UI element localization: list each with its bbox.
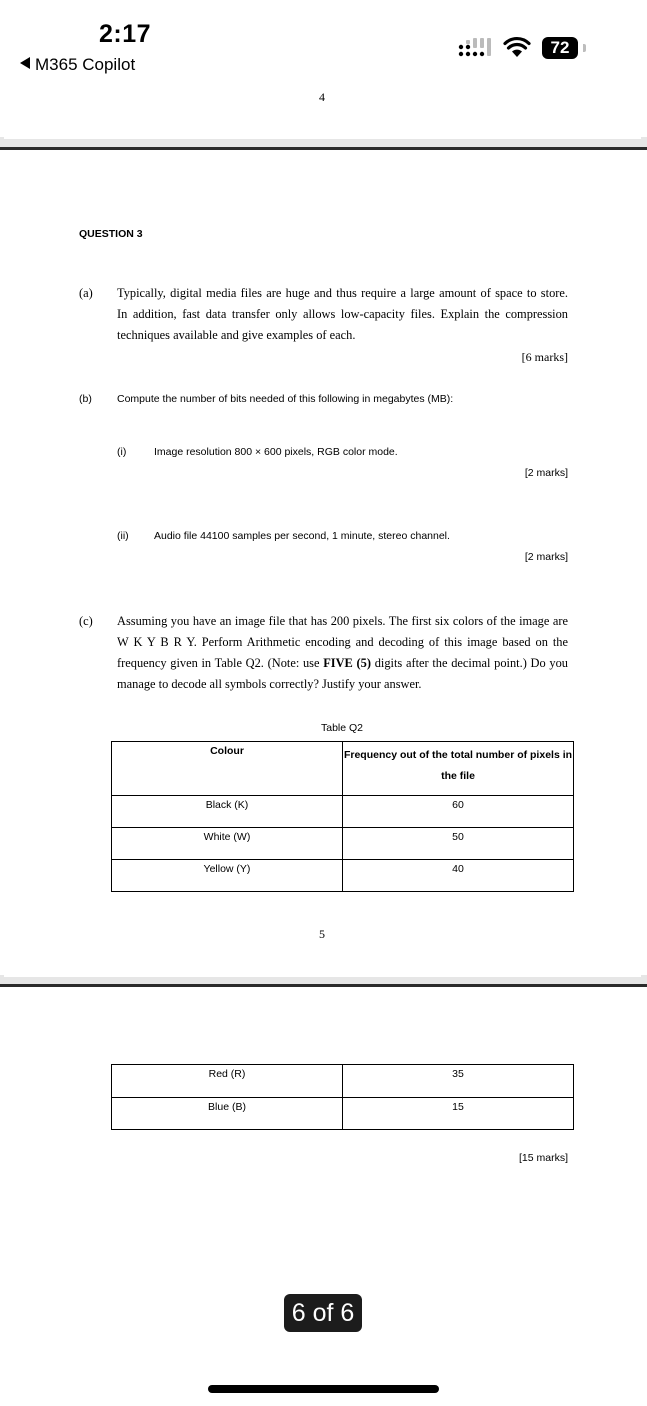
table-row (112, 1065, 574, 1098)
part-c-line3-pre: frequency given in Table Q2. (Note: use (117, 656, 324, 670)
cell-frequency: 15 (343, 1098, 574, 1130)
table-row (112, 796, 574, 828)
part-b-ii-text: Audio file 44100 samples per second, 1 minute, stereo channel. (154, 530, 450, 542)
part-c-line1: Assuming you have an image file that has 200 pixels. The first six colors of the image are (117, 614, 568, 628)
header-colour: Colour (112, 742, 343, 796)
part-a-label: (a) (79, 286, 93, 300)
total-marks: [15 marks] (518, 1152, 568, 1164)
table-row (112, 828, 574, 860)
battery-nub (583, 44, 586, 52)
part-c-text (117, 611, 568, 695)
part-a-marks: [6 marks] (521, 350, 568, 364)
part-a-text (117, 283, 568, 346)
cell-colour: Black (K) (112, 796, 343, 828)
part-c-line4: manage to decode all symbols correctly? Justify your answer. (117, 677, 422, 691)
table-header-row (112, 742, 574, 796)
page-indicator: 6 of 6 (284, 1294, 362, 1332)
part-c-line3-bold: FIVE (5) (323, 656, 371, 670)
part-b-text: Compute the number of bits needed of this following in megabytes (MB): (117, 393, 454, 405)
header-frequency-line2: the file (441, 770, 475, 782)
part-b-ii-label: (ii) (117, 530, 129, 542)
status-time: 2:17 (99, 20, 152, 48)
cell-colour: White (W) (112, 828, 343, 860)
cell-frequency: 50 (343, 828, 574, 860)
question-title: QUESTION 3 (79, 228, 143, 240)
page-divider (0, 147, 647, 150)
wifi-icon (503, 36, 531, 58)
cellular-signal-icon (458, 38, 492, 58)
table-q2-part2 (111, 1064, 574, 1130)
back-arrow-icon (20, 57, 30, 69)
part-b-i-marks: [2 marks] (524, 467, 568, 479)
table-caption: Table Q2 (320, 722, 364, 734)
cell-colour: Yellow (Y) (112, 860, 343, 892)
home-indicator[interactable] (208, 1385, 439, 1393)
page-number-top: 4 (319, 90, 325, 104)
part-c-label: (c) (79, 614, 93, 628)
part-c-line3-post: digits after the decimal point.) Do you (370, 656, 568, 670)
part-c-line3 (117, 653, 568, 674)
part-b-i-text: Image resolution 800 × 600 pixels, RGB color mode. (154, 446, 398, 458)
table-row (112, 1098, 574, 1130)
table-q2-part1 (111, 741, 574, 892)
part-a-line3: techniques available and give examples of each. (117, 328, 356, 342)
part-b-ii-marks: [2 marks] (524, 551, 568, 563)
back-app-label: M365 Copilot (35, 55, 136, 74)
battery-icon: 72 (542, 37, 578, 59)
page-number-middle: 5 (319, 927, 325, 941)
header-frequency (343, 742, 574, 796)
cell-frequency: 60 (343, 796, 574, 828)
page-gutter (4, 139, 641, 147)
cell-frequency: 35 (343, 1065, 574, 1098)
part-b-i-label: (i) (117, 446, 127, 458)
cell-colour: Blue (B) (112, 1098, 343, 1130)
part-a-line2: In addition, fast data transfer only allows low-capacity files. Explain the compression (117, 307, 568, 321)
part-b-label: (b) (79, 393, 92, 405)
cell-frequency: 40 (343, 860, 574, 892)
table-row (112, 860, 574, 892)
part-c-line2: W K Y B R Y. Perform Arithmetic encoding and decoding of this image based on the (117, 635, 568, 649)
page-divider (0, 984, 647, 987)
part-a-line1: Typically, digital media files are huge and thus require a large amount of space to store. (117, 286, 568, 300)
header-frequency-line1: Frequency out of the total number of pixels in (343, 749, 573, 761)
cell-colour: Red (R) (112, 1065, 343, 1098)
back-to-app-button[interactable] (20, 55, 135, 75)
